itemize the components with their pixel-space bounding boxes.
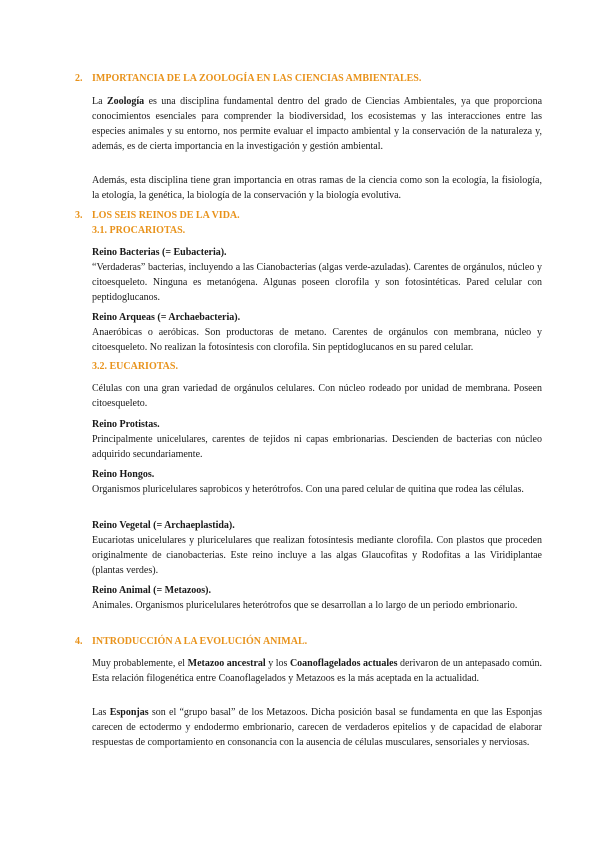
reino-title: Reino Animal (= Metazoos).	[92, 585, 212, 596]
text-run: La	[92, 96, 107, 107]
section-heading-4	[75, 636, 307, 647]
paragraph-ramas	[92, 173, 542, 203]
reino-vegetal	[92, 518, 542, 578]
paragraph-text: Además, esta disciplina tiene gran importancia en otras ramas de la ciencia como son la ecología, la fisiología, la etología, la genética, la biología de la conservación y la biología evolutiva.	[92, 175, 542, 201]
section-heading-3	[75, 210, 240, 221]
reino-arqueas	[92, 310, 542, 355]
section-heading-2	[75, 73, 421, 84]
reino-title: Reino Bacterias (= Eubacteria).	[92, 247, 227, 258]
reino-text: Organismos pluricelulares saprobicos y heterótrofos. Con una pared celular de quitina que rodea las células.	[92, 484, 524, 495]
text-run: y los	[265, 658, 290, 669]
reino-bacterias	[92, 245, 542, 305]
reino-text: Principalmente unicelulares, carentes de tejidos ni capas embrionarias. Descienden de bacterias con núcleo adquirido secundariamente.	[92, 434, 542, 460]
subsection-title: 3.2. EUCARIOTAS.	[92, 361, 178, 372]
section-number: 2.	[75, 73, 83, 84]
text-run: Muy probablemente, el	[92, 658, 188, 669]
reino-title: Reino Hongos.	[92, 469, 155, 480]
section-title: IMPORTANCIA DE LA ZOOLOGÍA EN LAS CIENCIAS AMBIENTALES.	[92, 73, 422, 84]
text-run: Las	[92, 707, 110, 718]
paragraph-esponjas	[92, 705, 542, 750]
text-run: derivaron de un antepasado común. Esta relación filogenética entre Coanoflagelados y Metazoos es la más aceptada en la actualidad.	[92, 658, 543, 684]
bold-term: Esponjas	[109, 707, 149, 718]
reino-animal	[92, 583, 542, 613]
bold-term: Coanoflagelados actuales	[289, 658, 398, 669]
text-run: son el “grupo basal” de los Metazoos. Dicha posición basal se fundamenta en que las Esponjas carecen de ectodermo y endodermo embrionario, carecen de verdaderos epitelios y de capacidad de elaborar respuestas de comportamiento en consonancia con la ausencia de células musculares, sensoriales y nerviosas.	[92, 707, 542, 748]
section-number: 4.	[75, 636, 83, 647]
reino-text: Anaeróbicas o aeróbicas. Son productoras de metano. Carentes de orgánulos con membrana, núcleo y citoesqueleto. No realizan la fotosíntesis con clorofila. Sin peptidoglucanos en su pared celular.	[92, 327, 542, 353]
reino-text: Animales. Organismos pluricelulares heterótrofos que se desarrollan a lo largo de un periodo embrionario.	[92, 600, 518, 611]
subsection-heading-eucariotas	[92, 361, 178, 372]
section-title: LOS SEIS REINOS DE LA VIDA.	[92, 210, 240, 221]
paragraph-zoologia	[92, 94, 542, 154]
subsection-title: 3.1. PROCARIOTAS.	[92, 225, 186, 236]
reino-title: Reino Protistas.	[92, 419, 160, 430]
subsection-heading-procariotas	[92, 225, 185, 236]
paragraph-metazoo	[92, 656, 542, 686]
reino-text: “Verdaderas” bacterias, incluyendo a las Cianobacterias (algas verde-azuladas). Carentes de orgánulos, núcleo y citoesqueleto. Ninguna es metanógena. Algunas poseen clorofila y son fotosintéticas. Pared celular con peptidoglucanos.	[92, 262, 542, 303]
paragraph-text: Células con una gran variedad de orgánulos celulares. Con núcleo rodeado por unidad de membrana. Poseen citoesqueleto.	[92, 383, 542, 409]
section-number: 3.	[75, 210, 83, 221]
reino-title: Reino Vegetal (= Archaeplastida).	[92, 520, 235, 531]
reino-protistas	[92, 417, 542, 462]
bold-term: Zoología	[106, 96, 145, 107]
reino-title: Reino Arqueas (= Archaebacteria).	[92, 312, 241, 323]
section-title: INTRODUCCIÓN A LA EVOLUCIÓN ANIMAL.	[92, 636, 308, 647]
reino-hongos	[92, 467, 542, 497]
bold-term: Metazoo ancestral	[187, 658, 266, 669]
text-run: es una disciplina fundamental dentro del grado de Ciencias Ambientales, ya que proporciona conocimientos esenciales para comprender la biodiversidad, los ecosistemas y las interacciones entre las especies animales y su entorno, nos permite evaluar el impacto ambiental y la conservación de la naturaleza y, además, es de cierta importancia en la investigación y gestión ambiental.	[92, 96, 543, 152]
paragraph-eucariotas	[92, 381, 542, 411]
reino-text: Eucariotas unicelulares y pluricelulares que realizan fotosíntesis mediante clorofila. Con plastos que proceden originalmente de cianobacterias. Este reino incluye a las algas Glaucofitas y Rodofitas a las Viridiplantae (plantas verdes).	[92, 535, 542, 576]
